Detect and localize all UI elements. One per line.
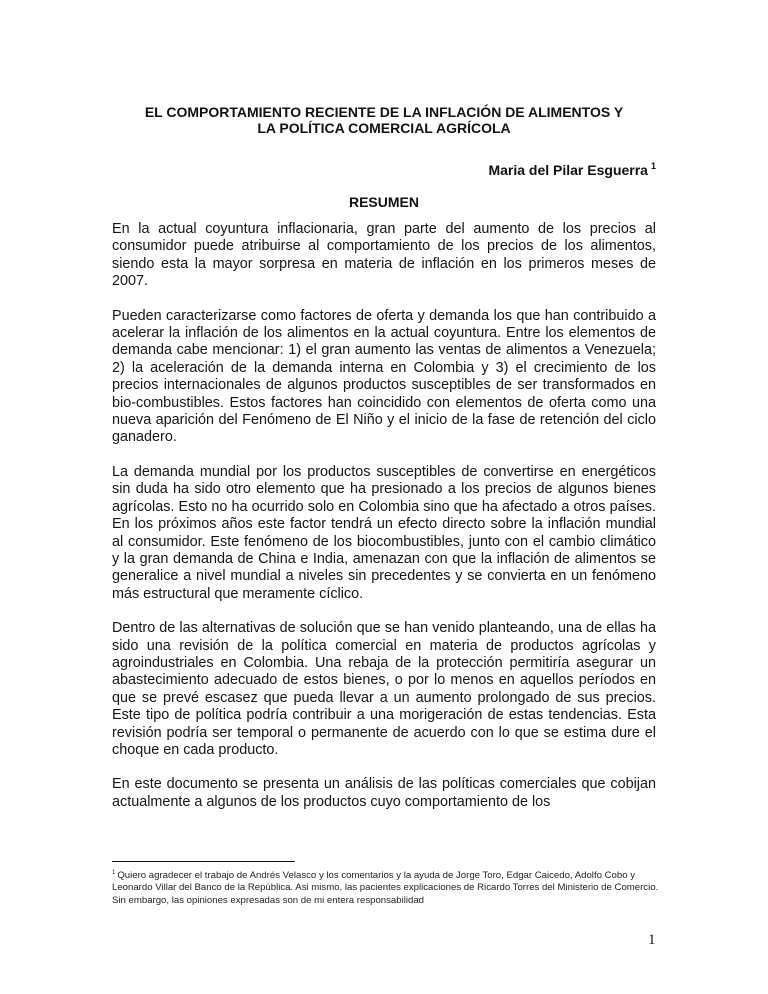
page-number: 1 — [648, 932, 656, 948]
footnote-1 — [112, 867, 672, 907]
footnote-separator — [112, 861, 295, 862]
footnote-text: Quiero agradecer el trabajo de Andrés Velasco y los comentarios y la ayuda de Jorge Toro, Edgar Caicedo, Adolfo Cobo y Leonardo Villar del Banco de la República. Asi mismo, las pacientes explicaciones de Ricardo Torres del Ministerio de Comercio. Sin embargo, las opiniones expresadas son de mi entera responsabilidad — [112, 870, 659, 906]
author-byline — [488, 158, 656, 178]
paragraph-1: En la actual coyuntura inflacionaria, gran parte del aumento de los precios al consumidor puede atribuirse al comportamiento de los precios de los alimentos, siendo esta la mayor sorpresa en materia de inflación en los primeros meses de 2007. — [112, 221, 656, 290]
author-footnote-marker: 1 — [650, 161, 656, 171]
section-heading-resumen: RESUMEN — [348, 194, 419, 210]
paragraph-2: Pueden caracterizarse como factores de oferta y demanda los que han contribuido a acelerar la inflación de los alimentos en la actual coyuntura. Entre los elementos de demanda cabe mencionar: 1) el gran aumento las ventas de alimentos a Venezuela; 2) la aceleración de la demanda interna en Colombia y 3) el crecimiento de los precios internacionales de algunos productos susceptibles de ser transformados en bio-combustibles. Estos factores han coincidido con elementos de oferta como una nueva aparición del Fenómeno de El Niño y el inicio de la fase de retención del ciclo ganadero. — [112, 307, 656, 446]
paragraph-3: La demanda mundial por los productos susceptibles de convertirse en energéticos sin duda ha sido otro elemento que ha presionado a los precios de algunos bienes agrícolas. Esto no ha ocurrido solo en Colombia sino que ha afectado a otros países. En los próximos años este factor tendrá un efecto directo sobre la inflación mundial al consumidor. Este fenómeno de los biocombustibles, junto con el cambio climático y la gran demanda de China e India, amenazan con que la inflación de alimentos se generalice a nivel mundial a niveles sin precedentes y se convierta en un fenómeno más estructural que meramente cíclico. — [112, 463, 656, 602]
footnote-marker: 1 — [112, 870, 116, 876]
paragraph-4: Dentro de las alternativas de solución que se han venido planteando, una de ellas ha sido una revisión de la política comercial en materia de productos agrícolas y agroindustriales en Colombia. Una rebaja de la protección permitiría asegurar un abastecimiento adecuado de estos bienes, o por lo menos en aquellos períodos en que se prevé escasez que pueda llevar a un aumento prolongado de sus precios. Este tipo de política podría contribuir a una morigeración de estas tendencias. Esta revisión podría ser temporal o permanente de acuerdo con lo que se estima dure el choque en cada producto. — [112, 620, 656, 758]
paragraph-5: En este documento se presenta un análisis de las políticas comerciales que cobijan actualmente a algunos de los productos cuyo comportamiento de los — [112, 776, 656, 810]
author-name: Maria del Pilar Esguerra — [488, 162, 648, 178]
title-line-2: LA POLÍTICA COMERCIAL AGRÍCOLA — [257, 120, 511, 136]
title-line-1: EL COMPORTAMIENTO RECIENTE DE LA INFLACIÓN DE ALIMENTOS Y — [144, 104, 624, 120]
document-body — [112, 221, 656, 828]
document-title — [100, 104, 668, 136]
